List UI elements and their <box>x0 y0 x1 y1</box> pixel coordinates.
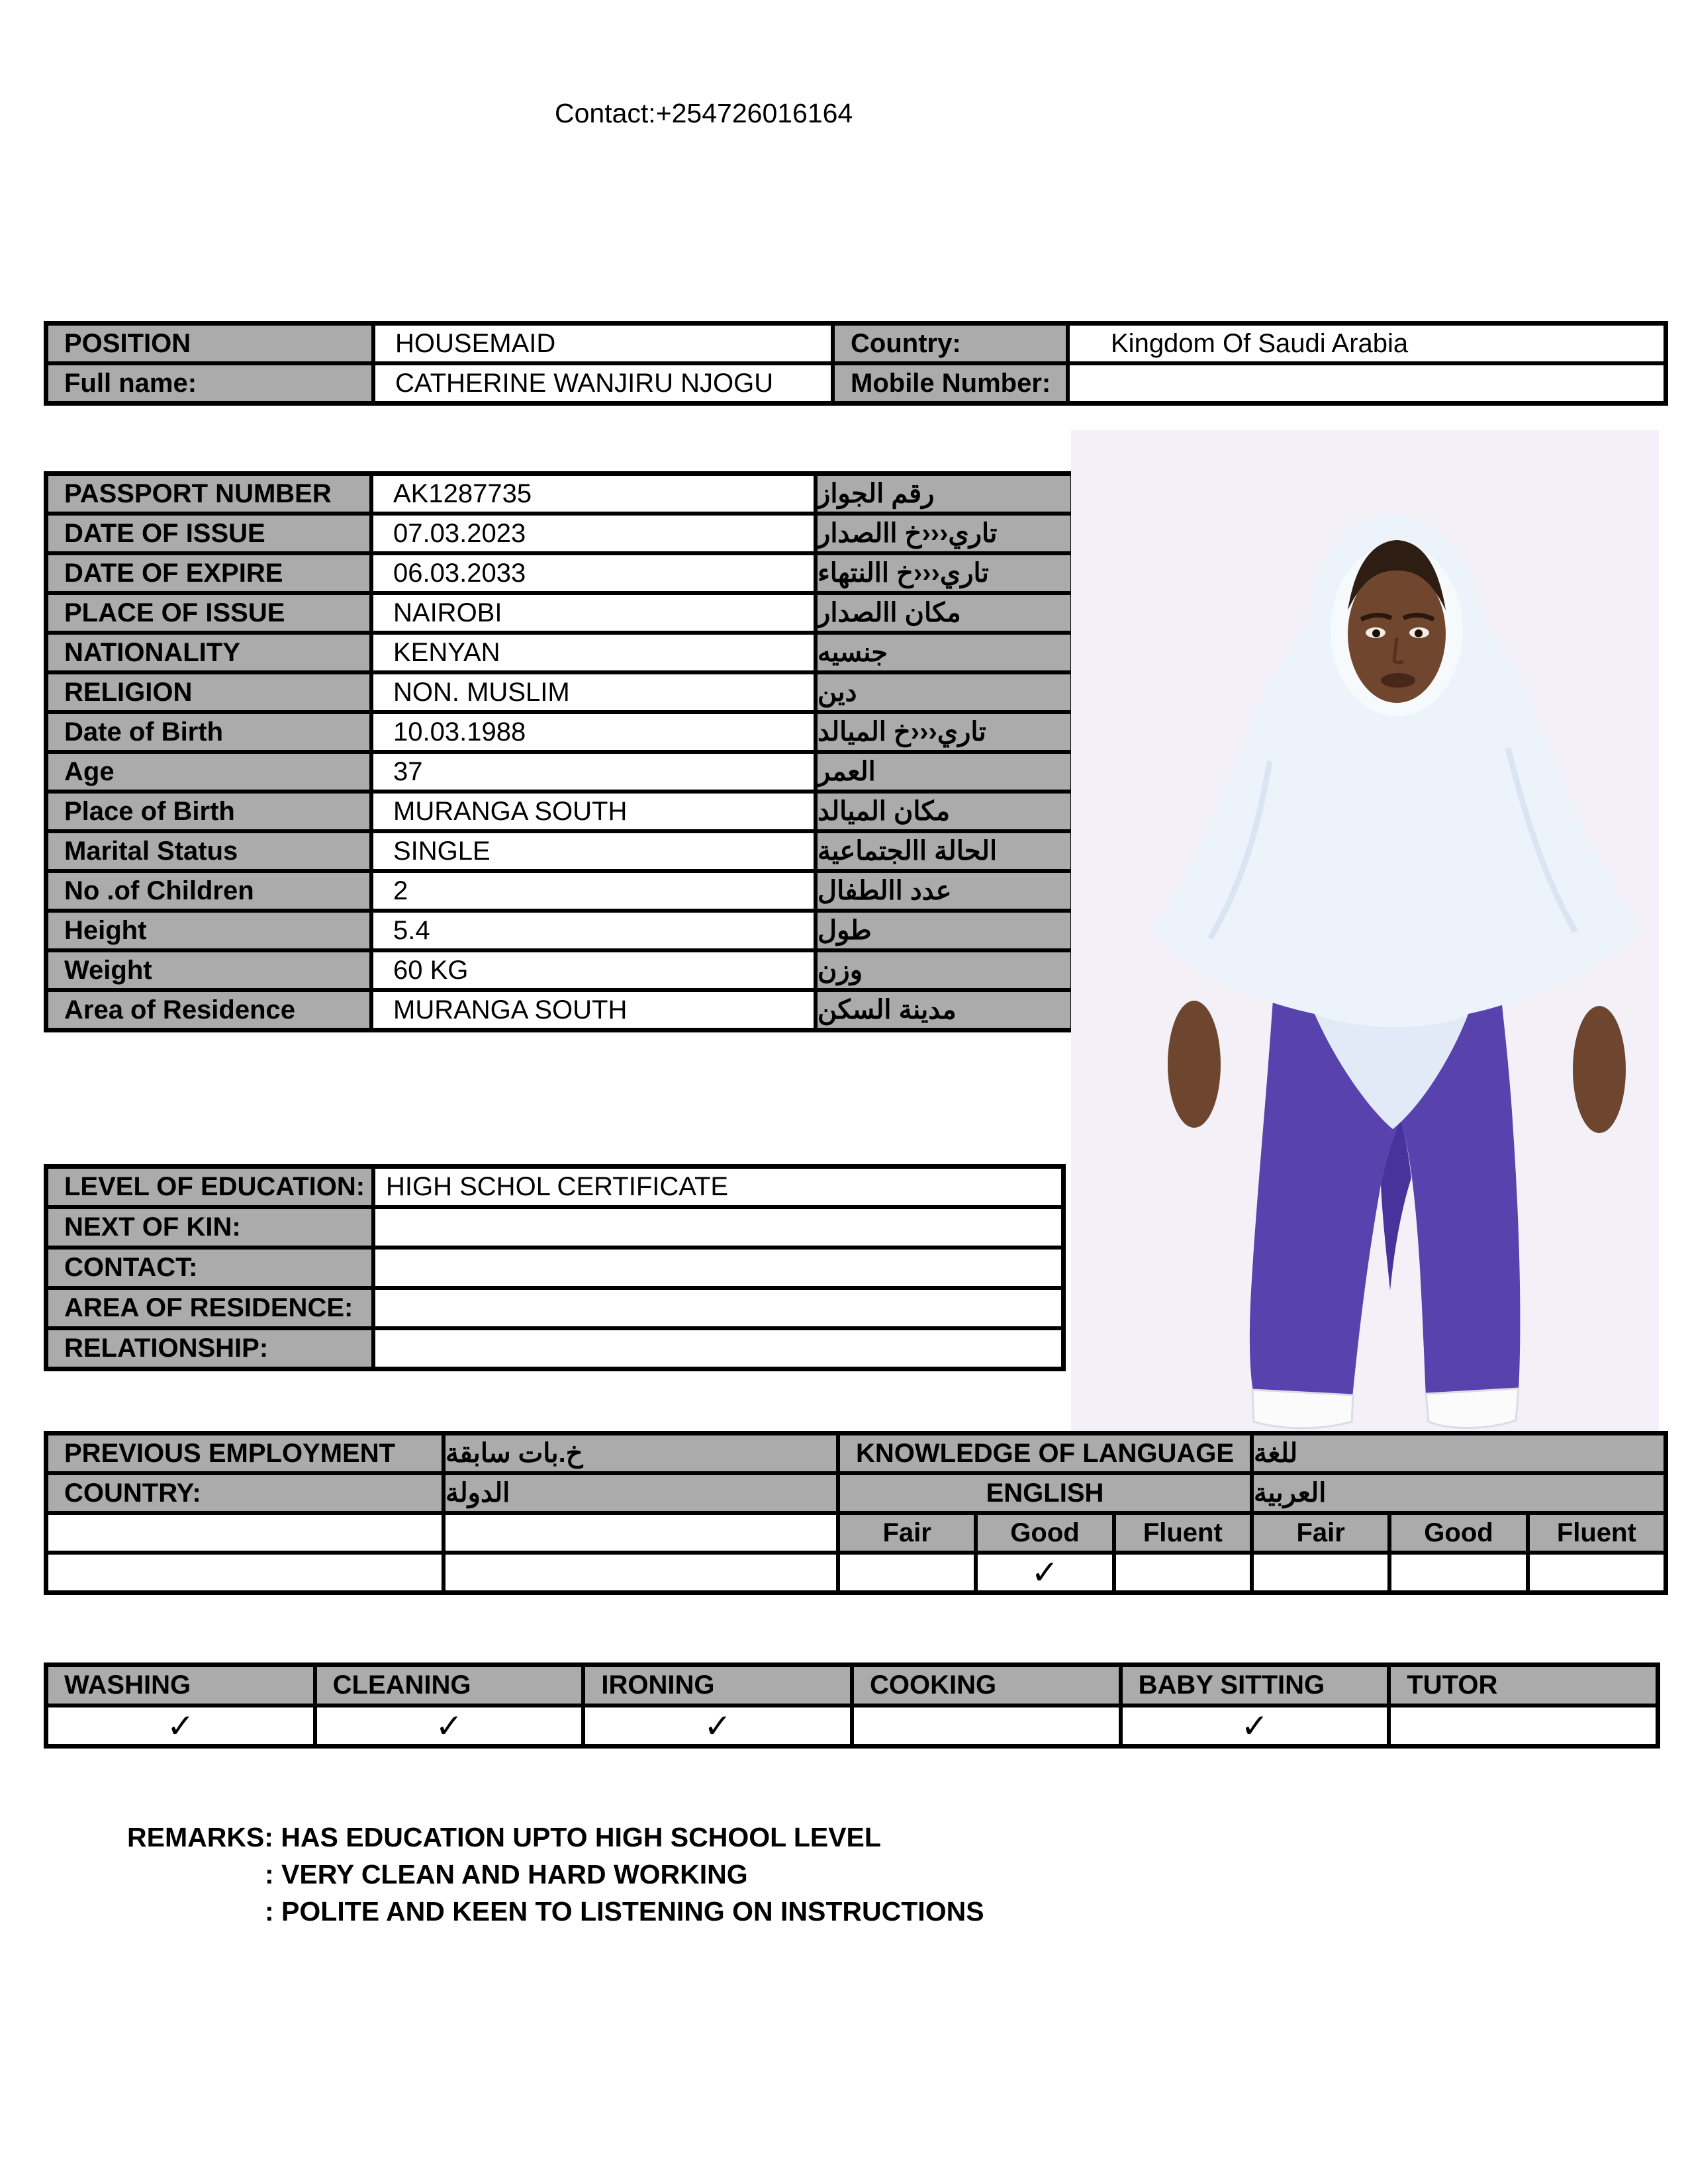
mobile-value <box>1068 363 1665 403</box>
employment-empty-cell <box>444 1553 838 1592</box>
date-of-expire-arabic: تاري‹‹‹خ االنتهاء <box>816 553 1072 593</box>
tutor-check-cell <box>1389 1706 1658 1746</box>
education-table <box>44 1164 1066 1371</box>
education-level-label: LEVEL OF EDUCATION: <box>46 1167 373 1207</box>
residence-value: MURANGA SOUTH <box>371 990 816 1030</box>
candidate-photo <box>1071 430 1659 1431</box>
weight-value: 60 KG <box>371 950 816 990</box>
employment-country-arabic: الدولة <box>444 1473 838 1513</box>
residence-arabic: مدينة السكن <box>816 990 1072 1030</box>
cooking-check-cell <box>852 1706 1121 1746</box>
fullname-label: Full name: <box>46 363 373 403</box>
weight-arabic: وزن <box>816 950 1072 990</box>
nationality-value: KENYAN <box>371 633 816 672</box>
height-arabic: طول <box>816 911 1072 950</box>
place-of-birth-value: MURANGA SOUTH <box>371 792 816 831</box>
cleaning-check-icon: ✓ <box>315 1706 584 1746</box>
height-value: 5.4 <box>371 911 816 950</box>
date-of-issue-arabic: تاري‹‹‹خ االصدار <box>816 514 1072 553</box>
right-hand <box>1573 1006 1626 1133</box>
age-label: Age <box>46 752 371 792</box>
arabic-label: العربية <box>1252 1473 1665 1513</box>
remarks-line-3: : POLITE AND KEEN TO LISTENING ON INSTRUCTIONS <box>265 1896 984 1927</box>
baby-sitting-header: BABY SITTING <box>1121 1665 1389 1706</box>
passport-table <box>44 471 1075 1032</box>
right-pupil <box>1415 629 1423 637</box>
arabic-fluent-header: Fluent <box>1528 1513 1665 1553</box>
date-of-expire-label: DATE OF EXPIRE <box>46 553 371 593</box>
washing-check-icon: ✓ <box>46 1706 315 1746</box>
weight-label: Weight <box>46 950 371 990</box>
english-label: ENGLISH <box>838 1473 1252 1513</box>
kin-residence-value <box>373 1288 1063 1328</box>
marital-status-label: Marital Status <box>46 831 371 871</box>
country-value: Kingdom Of Saudi Arabia <box>1068 324 1665 363</box>
marital-status-value: SINGLE <box>371 831 816 871</box>
mobile-label: Mobile Number: <box>833 363 1068 403</box>
knowledge-of-language-label: KNOWLEDGE OF LANGUAGE <box>838 1433 1252 1473</box>
ironing-check-icon: ✓ <box>583 1706 852 1746</box>
arabic-fair-cell <box>1252 1553 1389 1592</box>
english-fair-header: Fair <box>838 1513 976 1553</box>
left-hand <box>1168 1001 1221 1128</box>
english-fluent-cell <box>1114 1553 1252 1592</box>
language-table <box>44 1431 1668 1595</box>
religion-value: NON. MUSLIM <box>371 672 816 712</box>
employment-empty-cell <box>46 1553 444 1592</box>
washing-header: WASHING <box>46 1665 315 1706</box>
place-of-issue-label: PLACE OF ISSUE <box>46 593 371 633</box>
date-of-birth-arabic: تاري‹‹‹خ الميالد <box>816 712 1072 752</box>
nationality-arabic: جنسيه <box>816 633 1072 672</box>
place-of-birth-arabic: مكان الميالد <box>816 792 1072 831</box>
position-label: POSITION <box>46 324 373 363</box>
religion-label: RELIGION <box>46 672 371 712</box>
arabic-good-cell <box>1389 1553 1527 1592</box>
children-value: 2 <box>371 871 816 911</box>
arabic-good-header: Good <box>1389 1513 1527 1553</box>
kin-contact-value <box>373 1248 1063 1288</box>
passport-number-value: AK1287735 <box>371 474 816 514</box>
baby-sitting-check-icon: ✓ <box>1121 1706 1389 1746</box>
height-label: Height <box>46 911 371 950</box>
relationship-label: RELATIONSHIP: <box>46 1328 373 1369</box>
age-value: 37 <box>371 752 816 792</box>
children-label: No .of Children <box>46 871 371 911</box>
place-of-issue-value: NAIROBI <box>371 593 816 633</box>
date-of-birth-label: Date of Birth <box>46 712 371 752</box>
nationality-label: NATIONALITY <box>46 633 371 672</box>
position-value: HOUSEMAID <box>373 324 833 363</box>
ironing-header: IRONING <box>583 1665 852 1706</box>
prev-employment-arabic: خ.بات سابقة <box>444 1433 838 1473</box>
date-of-issue-value: 07.03.2023 <box>371 514 816 553</box>
residence-label: Area of Residence <box>46 990 371 1030</box>
relationship-value <box>373 1328 1063 1369</box>
passport-number-arabic: رقم الجواز <box>816 474 1072 514</box>
next-of-kin-label: NEXT OF KIN: <box>46 1207 373 1248</box>
arabic-fair-header: Fair <box>1252 1513 1389 1553</box>
english-fair-cell <box>838 1553 976 1592</box>
english-fluent-header: Fluent <box>1114 1513 1252 1553</box>
employment-country-label: COUNTRY: <box>46 1473 444 1513</box>
kin-contact-label: CONTACT: <box>46 1248 373 1288</box>
fullname-value: CATHERINE WANJIRU NJOGU <box>373 363 833 403</box>
date-of-birth-value: 10.03.1988 <box>371 712 816 752</box>
country-label: Country: <box>833 324 1068 363</box>
religion-arabic: دين <box>816 672 1072 712</box>
remarks-block <box>127 1819 984 1930</box>
english-good-check-icon: ✓ <box>976 1553 1113 1592</box>
right-shoe <box>1426 1388 1519 1428</box>
prev-employment-label: PREVIOUS EMPLOYMENT <box>46 1433 444 1473</box>
marital-status-arabic: الحالة االجتماعية <box>816 831 1072 871</box>
place-of-issue-arabic: مكان االصدار <box>816 593 1072 633</box>
language-arabic-label: للغة <box>1252 1433 1665 1473</box>
skills-table <box>44 1662 1660 1749</box>
kin-residence-label: AREA OF RESIDENCE: <box>46 1288 373 1328</box>
arabic-fluent-cell <box>1528 1553 1665 1592</box>
lips <box>1381 673 1415 688</box>
place-of-birth-label: Place of Birth <box>46 792 371 831</box>
remarks-line-1: REMARKS: HAS EDUCATION UPTO HIGH SCHOOL LEVEL <box>127 1822 881 1852</box>
employment-empty-cell <box>46 1513 444 1553</box>
cleaning-header: CLEANING <box>315 1665 584 1706</box>
children-arabic: عدد االطفال <box>816 871 1072 911</box>
cooking-header: COOKING <box>852 1665 1121 1706</box>
header-table <box>44 321 1668 406</box>
passport-number-label: PASSPORT NUMBER <box>46 474 371 514</box>
tutor-header: TUTOR <box>1389 1665 1658 1706</box>
date-of-expire-value: 06.03.2033 <box>371 553 816 593</box>
left-shoe <box>1252 1390 1353 1428</box>
date-of-issue-label: DATE OF ISSUE <box>46 514 371 553</box>
contact-line: Contact:+254726016164 <box>555 98 853 128</box>
next-of-kin-value <box>373 1207 1063 1248</box>
employment-empty-cell <box>444 1513 838 1553</box>
education-level-value: HIGH SCHOL CERTIFICATE <box>373 1167 1063 1207</box>
english-good-header: Good <box>976 1513 1113 1553</box>
remarks-line-2: : VERY CLEAN AND HARD WORKING <box>265 1859 748 1889</box>
left-pupil <box>1372 629 1380 637</box>
age-arabic: العمر <box>816 752 1072 792</box>
